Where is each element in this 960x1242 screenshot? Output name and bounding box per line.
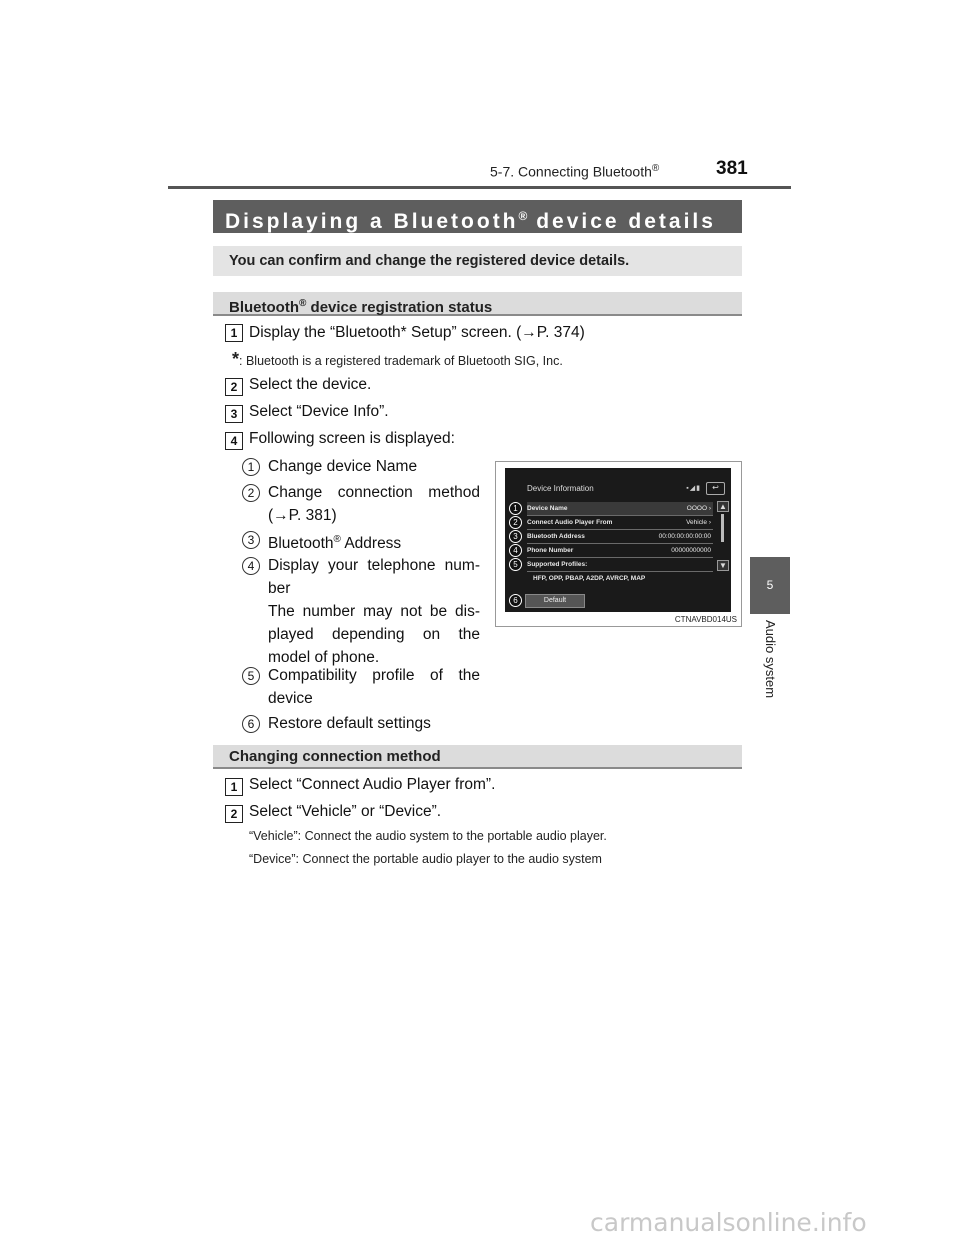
page-number: 381: [716, 158, 748, 179]
step-number: 3: [225, 405, 243, 423]
callout-marker: 6: [509, 594, 522, 607]
screen-default-button: Default: [525, 594, 585, 608]
step-text: Select “Device Info”.: [249, 403, 389, 420]
footnote: *: Bluetooth is a registered trademark of Bluetooth SIG, Inc.: [232, 349, 563, 369]
note-text: “Vehicle”: Connect the audio system to the portable audio player.: [249, 829, 607, 843]
side-tab-label: Audio system: [763, 620, 778, 699]
item-text: Compatibility profile of the device: [268, 667, 480, 707]
item-text: Display your telephone num- ber The number may not be dis- played depending on the model of phone.: [268, 557, 480, 666]
screen-row-connect-audio: Connect Audio Player From Vehicle ›: [527, 516, 713, 530]
item-text: Change connection method (→P. 381): [268, 484, 480, 524]
step-number: 2: [225, 805, 243, 823]
item-text: Bluetooth® Address: [268, 534, 402, 553]
section-heading-registration-status: Bluetooth® device registration status: [213, 292, 742, 316]
screen-row-phone-number: Phone Number 00000000000: [527, 544, 713, 558]
item-number: 3: [242, 531, 260, 549]
back-icon: ↩: [706, 482, 725, 495]
side-tab-number: 5: [750, 557, 790, 614]
step-number: 1: [225, 778, 243, 796]
callout-marker: 4: [509, 544, 522, 557]
status-icons: ▪◢▮: [686, 485, 701, 492]
step-text: Following screen is displayed:: [249, 430, 455, 447]
item-number: 1: [242, 458, 260, 476]
figure-code: CTNAVBD014US: [674, 615, 737, 624]
scrollbar: [721, 514, 724, 542]
callout-marker: 3: [509, 530, 522, 543]
watermark: carmanualsonline.info: [590, 1208, 867, 1237]
screen-row-bt-address: Bluetooth Address 00:00:00:00:00:00: [527, 530, 713, 544]
step-text: Select “Connect Audio Player from”.: [249, 776, 496, 793]
header-divider: [168, 186, 791, 189]
screen-row-device-name: Device Name OOOO ›: [527, 502, 713, 516]
page-title: Displaying a Bluetooth® device details: [213, 200, 742, 233]
item-number: 6: [242, 715, 260, 733]
step-text: Select the device.: [249, 376, 372, 393]
step-text: Select “Vehicle” or “Device”.: [249, 803, 442, 820]
section-heading-connection-method: Changing connection method: [213, 745, 742, 769]
scroll-up-icon: ▲: [717, 501, 729, 512]
scroll-down-icon: ▼: [717, 560, 729, 571]
item-text: Restore default settings: [268, 715, 431, 732]
step-text: Display the “Bluetooth* Setup” screen. (→P. 374): [249, 324, 585, 341]
callout-marker: 1: [509, 502, 522, 515]
screen-row-profile-list: HFP, OPP, PBAP, A2DP, AVRCP, MAP: [533, 575, 646, 582]
item-text: Change device Name: [268, 458, 418, 475]
device-information-screenshot: [495, 461, 742, 627]
callout-marker: 2: [509, 516, 522, 529]
screen-display: [505, 468, 731, 612]
item-number: 4: [242, 557, 260, 575]
header-section-title: 5-7. Connecting Bluetooth®: [490, 163, 660, 180]
step-number: 2: [225, 378, 243, 396]
step-number: 1: [225, 324, 243, 342]
step-number: 4: [225, 432, 243, 450]
note-text: “Device”: Connect the portable audio player to the audio system: [249, 852, 602, 866]
callout-marker: 5: [509, 558, 522, 571]
screen-row-supported-profiles: Supported Profiles:: [527, 558, 713, 572]
item-number: 2: [242, 484, 260, 502]
item-number: 5: [242, 667, 260, 685]
intro-text: You can confirm and change the registered device details.: [213, 246, 742, 276]
screen-title: Device Information: [527, 484, 594, 493]
